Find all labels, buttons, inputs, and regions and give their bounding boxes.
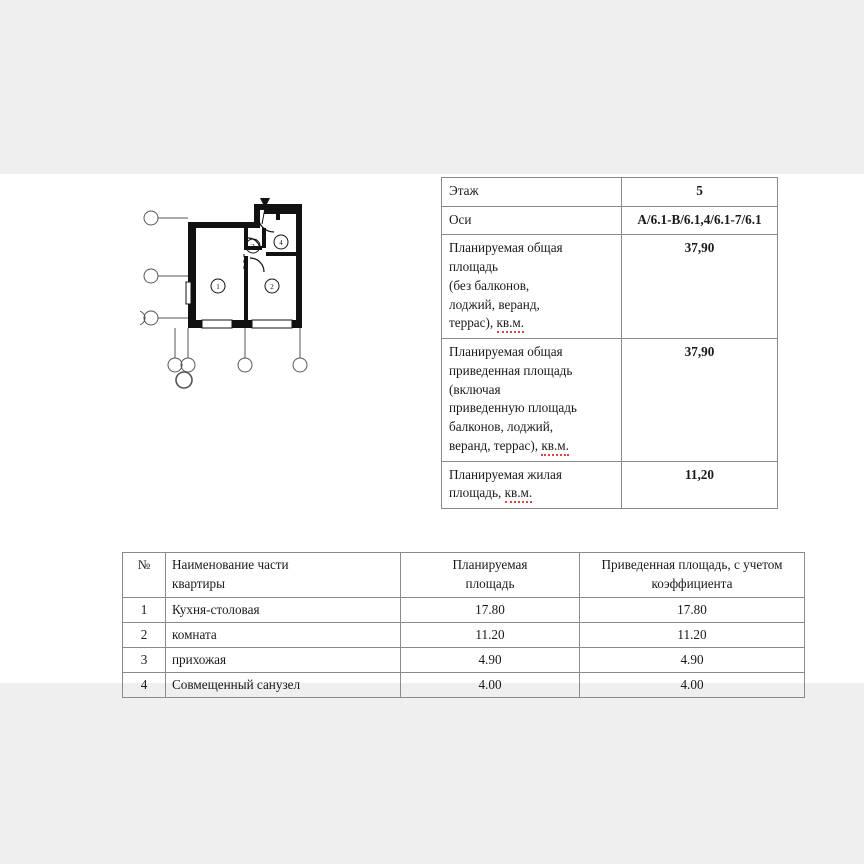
line: приведенная площадь (449, 362, 573, 378)
axis-marker-bottom (168, 328, 307, 388)
line: лоджий, веранд, (449, 296, 540, 312)
row-coef: 11.20 (580, 623, 805, 648)
row-plan: 11.20 (401, 623, 580, 648)
room-marker (211, 235, 288, 293)
spec-value-total-area: 37,90 (622, 235, 778, 339)
line: площадь (449, 259, 498, 275)
apartment-floor-plan (140, 194, 340, 394)
row-name: прихожая (166, 648, 401, 673)
svg-text:4: 4 (279, 239, 283, 247)
row-num: 1 (123, 598, 166, 623)
line: Планируемая общая (449, 344, 563, 360)
spec-row-total-area (442, 235, 778, 339)
svg-text:1: 1 (216, 283, 220, 291)
spec-label-floor: Этаж (442, 178, 622, 207)
line: веранд, террас), (449, 437, 542, 453)
spec-row-floor (442, 178, 778, 207)
line: (включая (449, 381, 501, 397)
row-coef: 4.00 (580, 673, 805, 698)
line: Планируемая жилая (449, 466, 562, 482)
document-sheet (0, 174, 864, 692)
row-name: Кухня-столовая (166, 598, 401, 623)
line: коэффициента (651, 575, 733, 591)
row-plan: 4.90 (401, 648, 580, 673)
apartment-parts-table (122, 552, 805, 698)
row-plan: 4.00 (401, 673, 580, 698)
unit-sqm: кв.м. (541, 438, 569, 456)
line: Приведенная площадь, с учетом (601, 557, 783, 572)
header-num: № (123, 553, 166, 598)
spec-row-reduced-area (442, 339, 778, 461)
row-plan: 17.80 (401, 598, 580, 623)
spec-row-living-area (442, 461, 778, 508)
svg-text:3: 3 (251, 243, 255, 251)
line: площадь (465, 575, 515, 591)
header-name (166, 553, 401, 598)
line: Планируемая общая (449, 240, 563, 256)
row-num: 3 (123, 648, 166, 673)
unit-sqm: кв.м. (497, 315, 525, 333)
spec-label-living-area (442, 461, 622, 508)
spec-value-reduced-area: 37,90 (622, 339, 778, 461)
spec-label-reduced-area (442, 339, 622, 461)
row-num: 4 (123, 673, 166, 698)
spec-label-axes: Оси (442, 206, 622, 235)
row-coef: 4.90 (580, 648, 805, 673)
line: приведенную площадь (449, 400, 577, 416)
parts-header-row (123, 553, 805, 598)
svg-text:2: 2 (270, 283, 274, 291)
header-planned-area (401, 553, 580, 598)
spec-value-axes: А/6.1-В/6.1,4/6.1-7/6.1 (622, 206, 778, 235)
spec-row-axes (442, 206, 778, 235)
table-row (123, 623, 805, 648)
line: квартиры (172, 575, 226, 591)
axis-marker-left (140, 211, 188, 325)
line: балконов, лоджий, (449, 419, 554, 435)
apartment-spec-table (441, 177, 778, 509)
spec-value-living-area: 11,20 (622, 461, 778, 508)
line: Планируемая (452, 557, 528, 572)
row-num: 2 (123, 623, 166, 648)
floor-plan-walls (186, 204, 302, 328)
header-reduced-area (580, 553, 805, 598)
line: террас), (449, 315, 497, 331)
table-row (123, 648, 805, 673)
table-row (123, 598, 805, 623)
unit-sqm: кв.м. (505, 485, 533, 503)
row-name: комната (166, 623, 401, 648)
table-row (123, 673, 805, 698)
spec-label-total-area (442, 235, 622, 339)
line: (без балконов, (449, 277, 530, 293)
line: площадь, (449, 485, 505, 501)
line: Наименование части (172, 557, 289, 572)
row-name: Совмещенный санузел (166, 673, 401, 698)
row-coef: 17.80 (580, 598, 805, 623)
spec-value-floor: 5 (622, 178, 778, 207)
